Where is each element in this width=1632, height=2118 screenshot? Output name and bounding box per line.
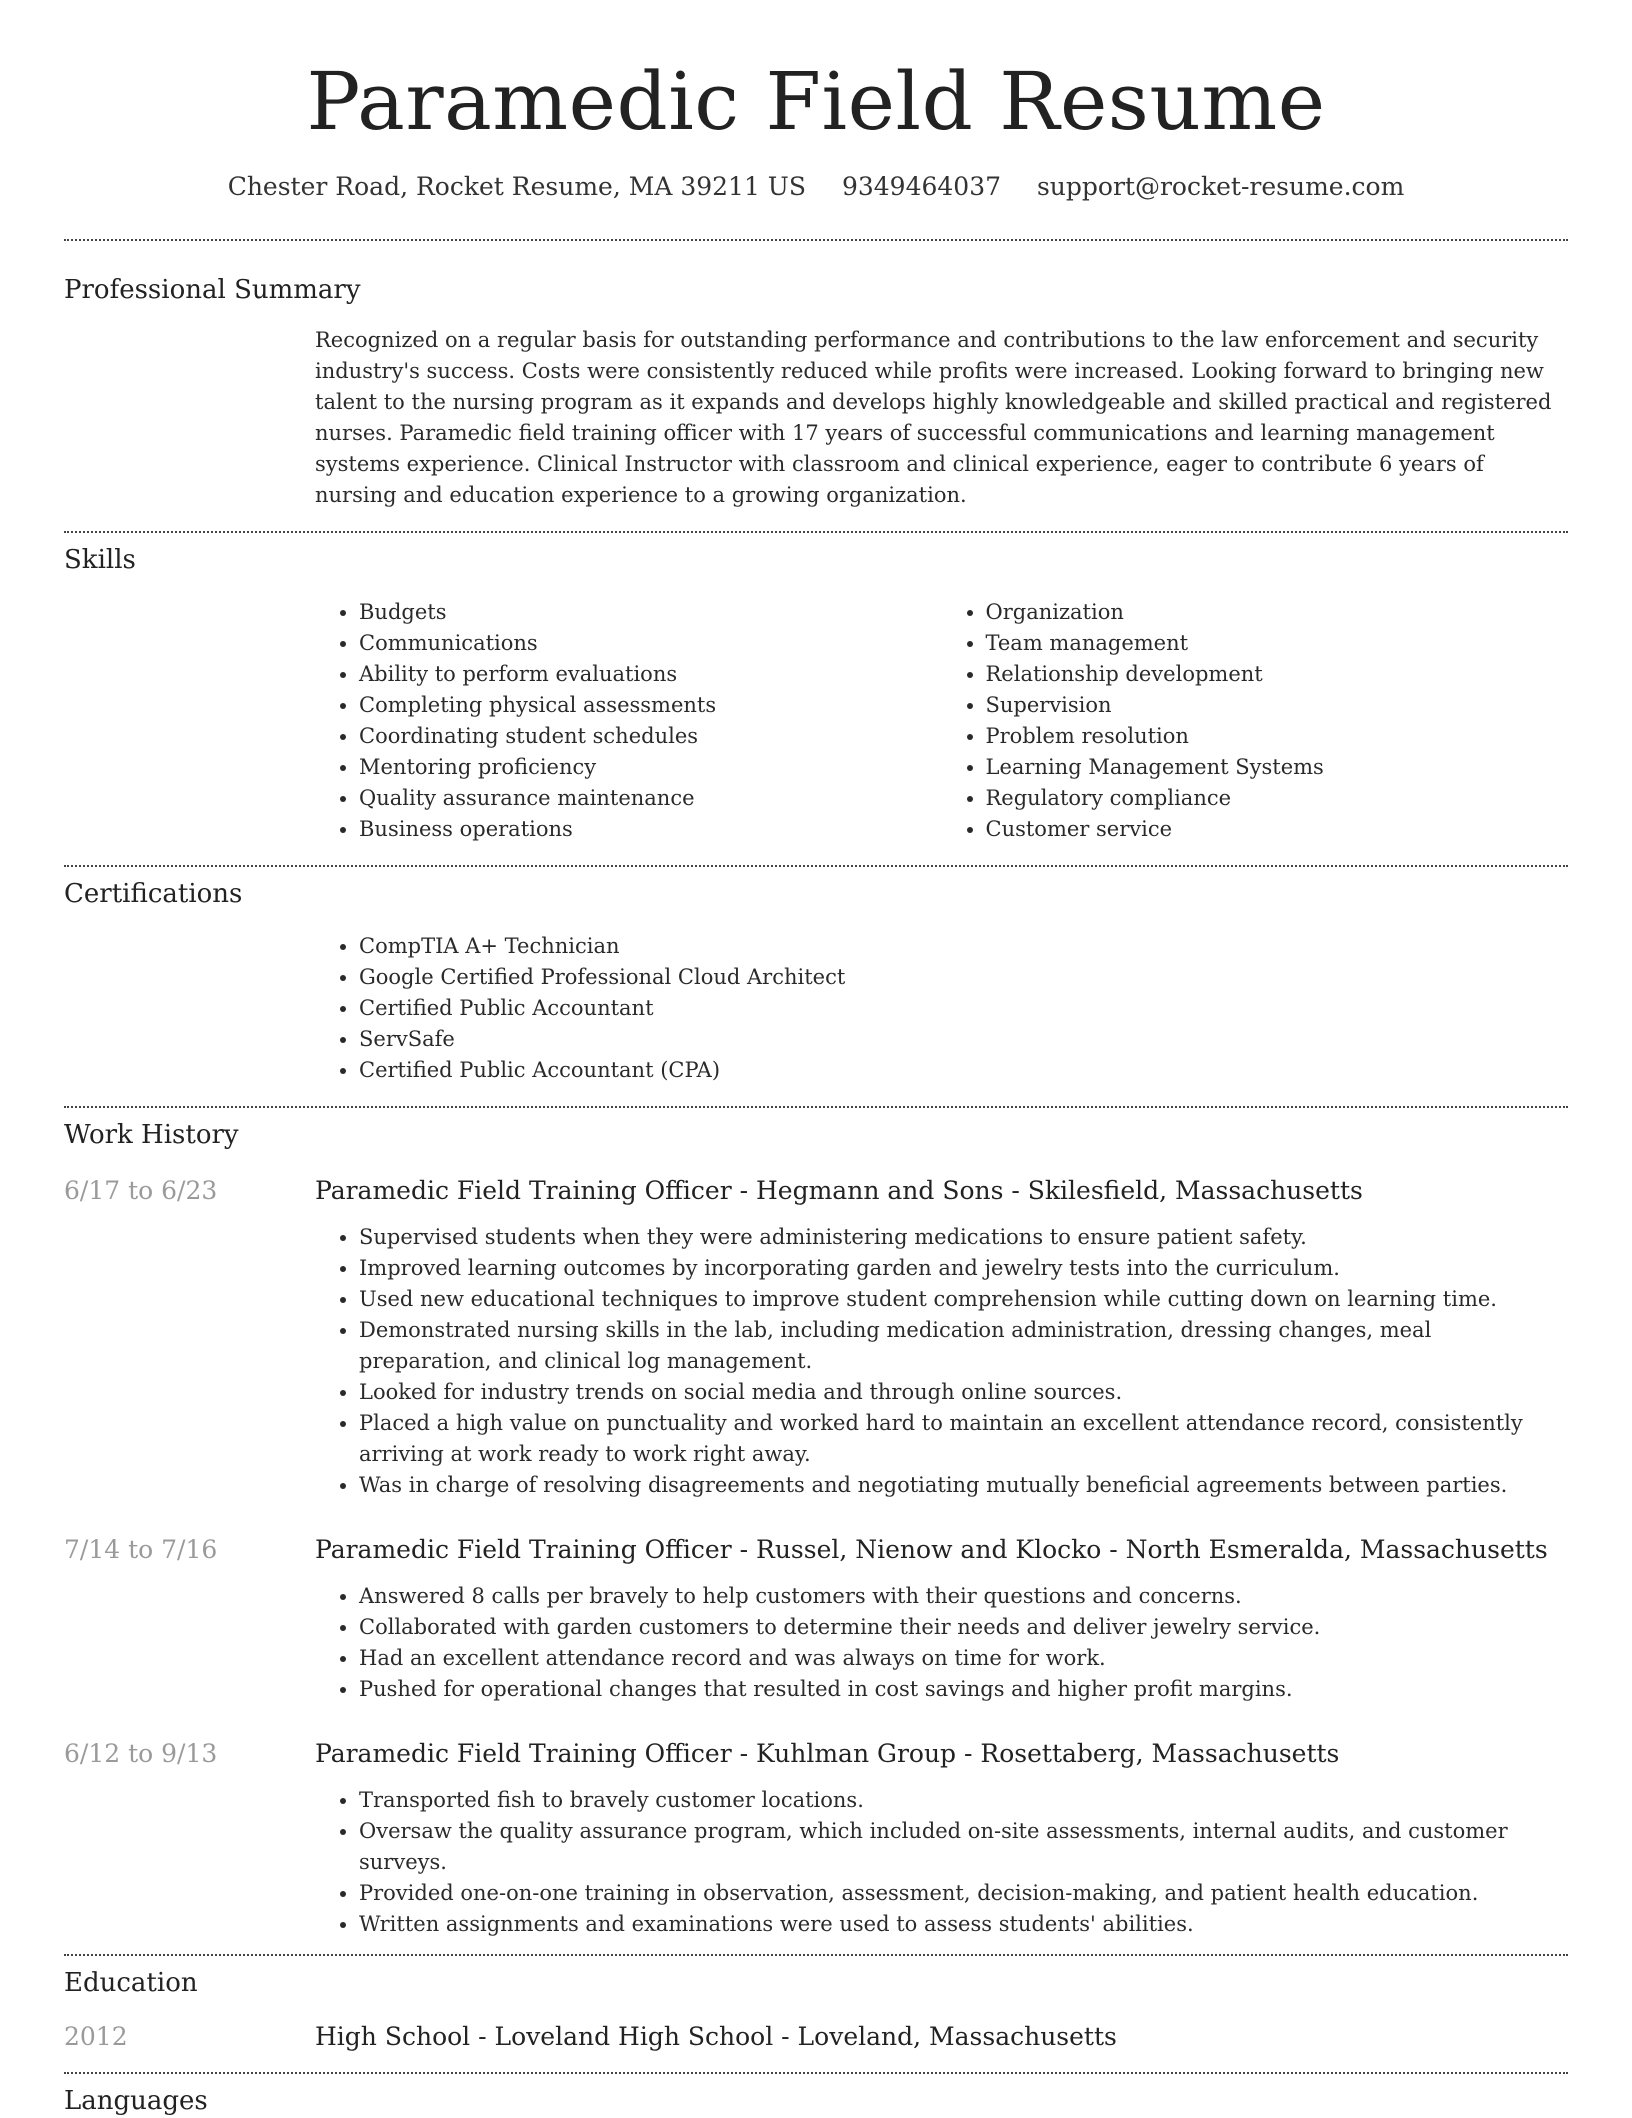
skill-item: • Coordinating student schedules [359, 721, 942, 752]
languages-title: Languages [64, 2086, 208, 2116]
skills-list-left [315, 597, 942, 845]
job-heading: Paramedic Field Training Officer - Russel, Nienow and Klocko - North Esmeralda, Massachusetts [315, 1535, 1548, 1564]
skills-grid [315, 597, 1568, 845]
skill-item: • Customer service [986, 814, 1569, 845]
job-dates: 6/17 to 6/23 [64, 1176, 218, 1205]
job-bullet: • Looked for industry trends on social media and through online sources. [359, 1377, 1568, 1408]
job-dates: 6/12 to 9/13 [64, 1739, 218, 1768]
job-bullet: • Written assignments and examinations were used to assess students' abilities. [359, 1909, 1568, 1940]
contact-phone: 9349464037 [841, 172, 1002, 201]
job-bullet: • Transported fish to bravely customer locations. [359, 1785, 1568, 1816]
resume-title: Paramedic Field Resume [306, 55, 1326, 148]
skill-item: • Problem resolution [986, 721, 1569, 752]
job-bullet: • Improved learning outcomes by incorporating garden and jewelry tests into the curriculum. [359, 1253, 1568, 1284]
job-entry [64, 1174, 1568, 1501]
certification-item: • CompTIA A+ Technician [359, 931, 1568, 962]
skill-item: • Team management [986, 628, 1569, 659]
work-history-section [64, 1108, 1568, 1940]
education-year: 2012 [64, 2022, 128, 2051]
skill-item: • Relationship development [986, 659, 1569, 690]
contact-email: support@rocket-resume.com [1036, 172, 1405, 201]
certification-item: • ServSafe [359, 1024, 1568, 1055]
job-bullet: • Supervised students when they were administering medications to ensure patient safety. [359, 1222, 1568, 1253]
contact-address: Chester Road, Rocket Resume, MA 39211 US [227, 172, 806, 201]
skill-item: • Quality assurance maintenance [359, 783, 942, 814]
job-bullet: • Answered 8 calls per bravely to help customers with their questions and concerns. [359, 1581, 1568, 1612]
skill-item: • Supervision [986, 690, 1569, 721]
education-title: Education [64, 1968, 198, 1998]
job-bullet: • Demonstrated nursing skills in the lab, including medication administration, dressing changes, meal preparation, and clinical log management. [359, 1315, 1568, 1377]
skill-item: • Business operations [359, 814, 942, 845]
skills-title: Skills [64, 545, 136, 575]
education-section [64, 1956, 1568, 2054]
summary-text: Recognized on a regular basis for outstanding performance and contributions to the law enforcement and security industry's success. Costs were consistently reduced while profits were increased. Looking forward to bringing new talent to the nursing program as it expands and develops highly knowledgeable and skilled practical and registered nurses. Paramedic field training officer with 17 years of successful communications and learning management systems experience. Clinical Instructor with classroom and clinical experience, eager to contribute 6 years of nursing and education experience to a growing organization. [315, 328, 1552, 507]
contact-line [64, 170, 1568, 204]
job-bullet: • Had an excellent attendance record and was always on time for work. [359, 1643, 1568, 1674]
certification-item: • Google Certified Professional Cloud Architect [359, 962, 1568, 993]
job-bullets [315, 1581, 1568, 1705]
education-entry [64, 2020, 1568, 2054]
skill-item: • Completing physical assessments [359, 690, 942, 721]
summary-section [64, 241, 1568, 511]
skill-item: • Mentoring proficiency [359, 752, 942, 783]
skills-section [64, 533, 1568, 845]
certification-item: • Certified Public Accountant [359, 993, 1568, 1024]
job-bullet: • Placed a high value on punctuality and worked hard to maintain an excellent attendance record, consistently arriving at work ready to work right away. [359, 1408, 1568, 1470]
job-bullet: • Was in charge of resolving disagreements and negotiating mutually beneficial agreements between parties. [359, 1470, 1568, 1501]
job-bullets [315, 1785, 1568, 1940]
job-bullet: • Provided one-on-one training in observation, assessment, decision-making, and patient health education. [359, 1878, 1568, 1909]
certifications-section [64, 867, 1568, 1086]
job-bullets [315, 1222, 1568, 1501]
job-heading: Paramedic Field Training Officer - Kuhlman Group - Rosettaberg, Massachusetts [315, 1739, 1340, 1768]
summary-title: Professional Summary [64, 275, 361, 305]
resume-header [64, 0, 1568, 204]
work-history-title: Work History [64, 1120, 239, 1150]
job-heading: Paramedic Field Training Officer - Hegmann and Sons - Skilesfield, Massachusetts [315, 1176, 1363, 1205]
education-heading: High School - Loveland High School - Loveland, Massachusetts [315, 2022, 1117, 2051]
certification-item: • Certified Public Accountant (CPA) [359, 1055, 1568, 1086]
certifications-title: Certifications [64, 879, 243, 909]
skill-item: • Learning Management Systems [986, 752, 1569, 783]
skill-item: • Communications [359, 628, 942, 659]
skills-list-right [942, 597, 1569, 845]
job-entry [64, 1533, 1568, 1705]
skill-item: • Ability to perform evaluations [359, 659, 942, 690]
skill-item: • Regulatory compliance [986, 783, 1569, 814]
certifications-list [315, 931, 1568, 1086]
job-entry [64, 1737, 1568, 1940]
job-bullet: • Oversaw the quality assurance program, which included on-site assessments, internal audits, and customer surveys. [359, 1816, 1568, 1878]
job-bullet: • Pushed for operational changes that resulted in cost savings and higher profit margins. [359, 1674, 1568, 1705]
job-bullet: • Used new educational techniques to improve student comprehension while cutting down on learning time. [359, 1284, 1568, 1315]
skill-item: • Organization [986, 597, 1569, 628]
skill-item: • Budgets [359, 597, 942, 628]
job-dates: 7/14 to 7/16 [64, 1535, 218, 1564]
languages-section [64, 2074, 1568, 2118]
job-bullet: • Collaborated with garden customers to determine their needs and deliver jewelry service. [359, 1612, 1568, 1643]
